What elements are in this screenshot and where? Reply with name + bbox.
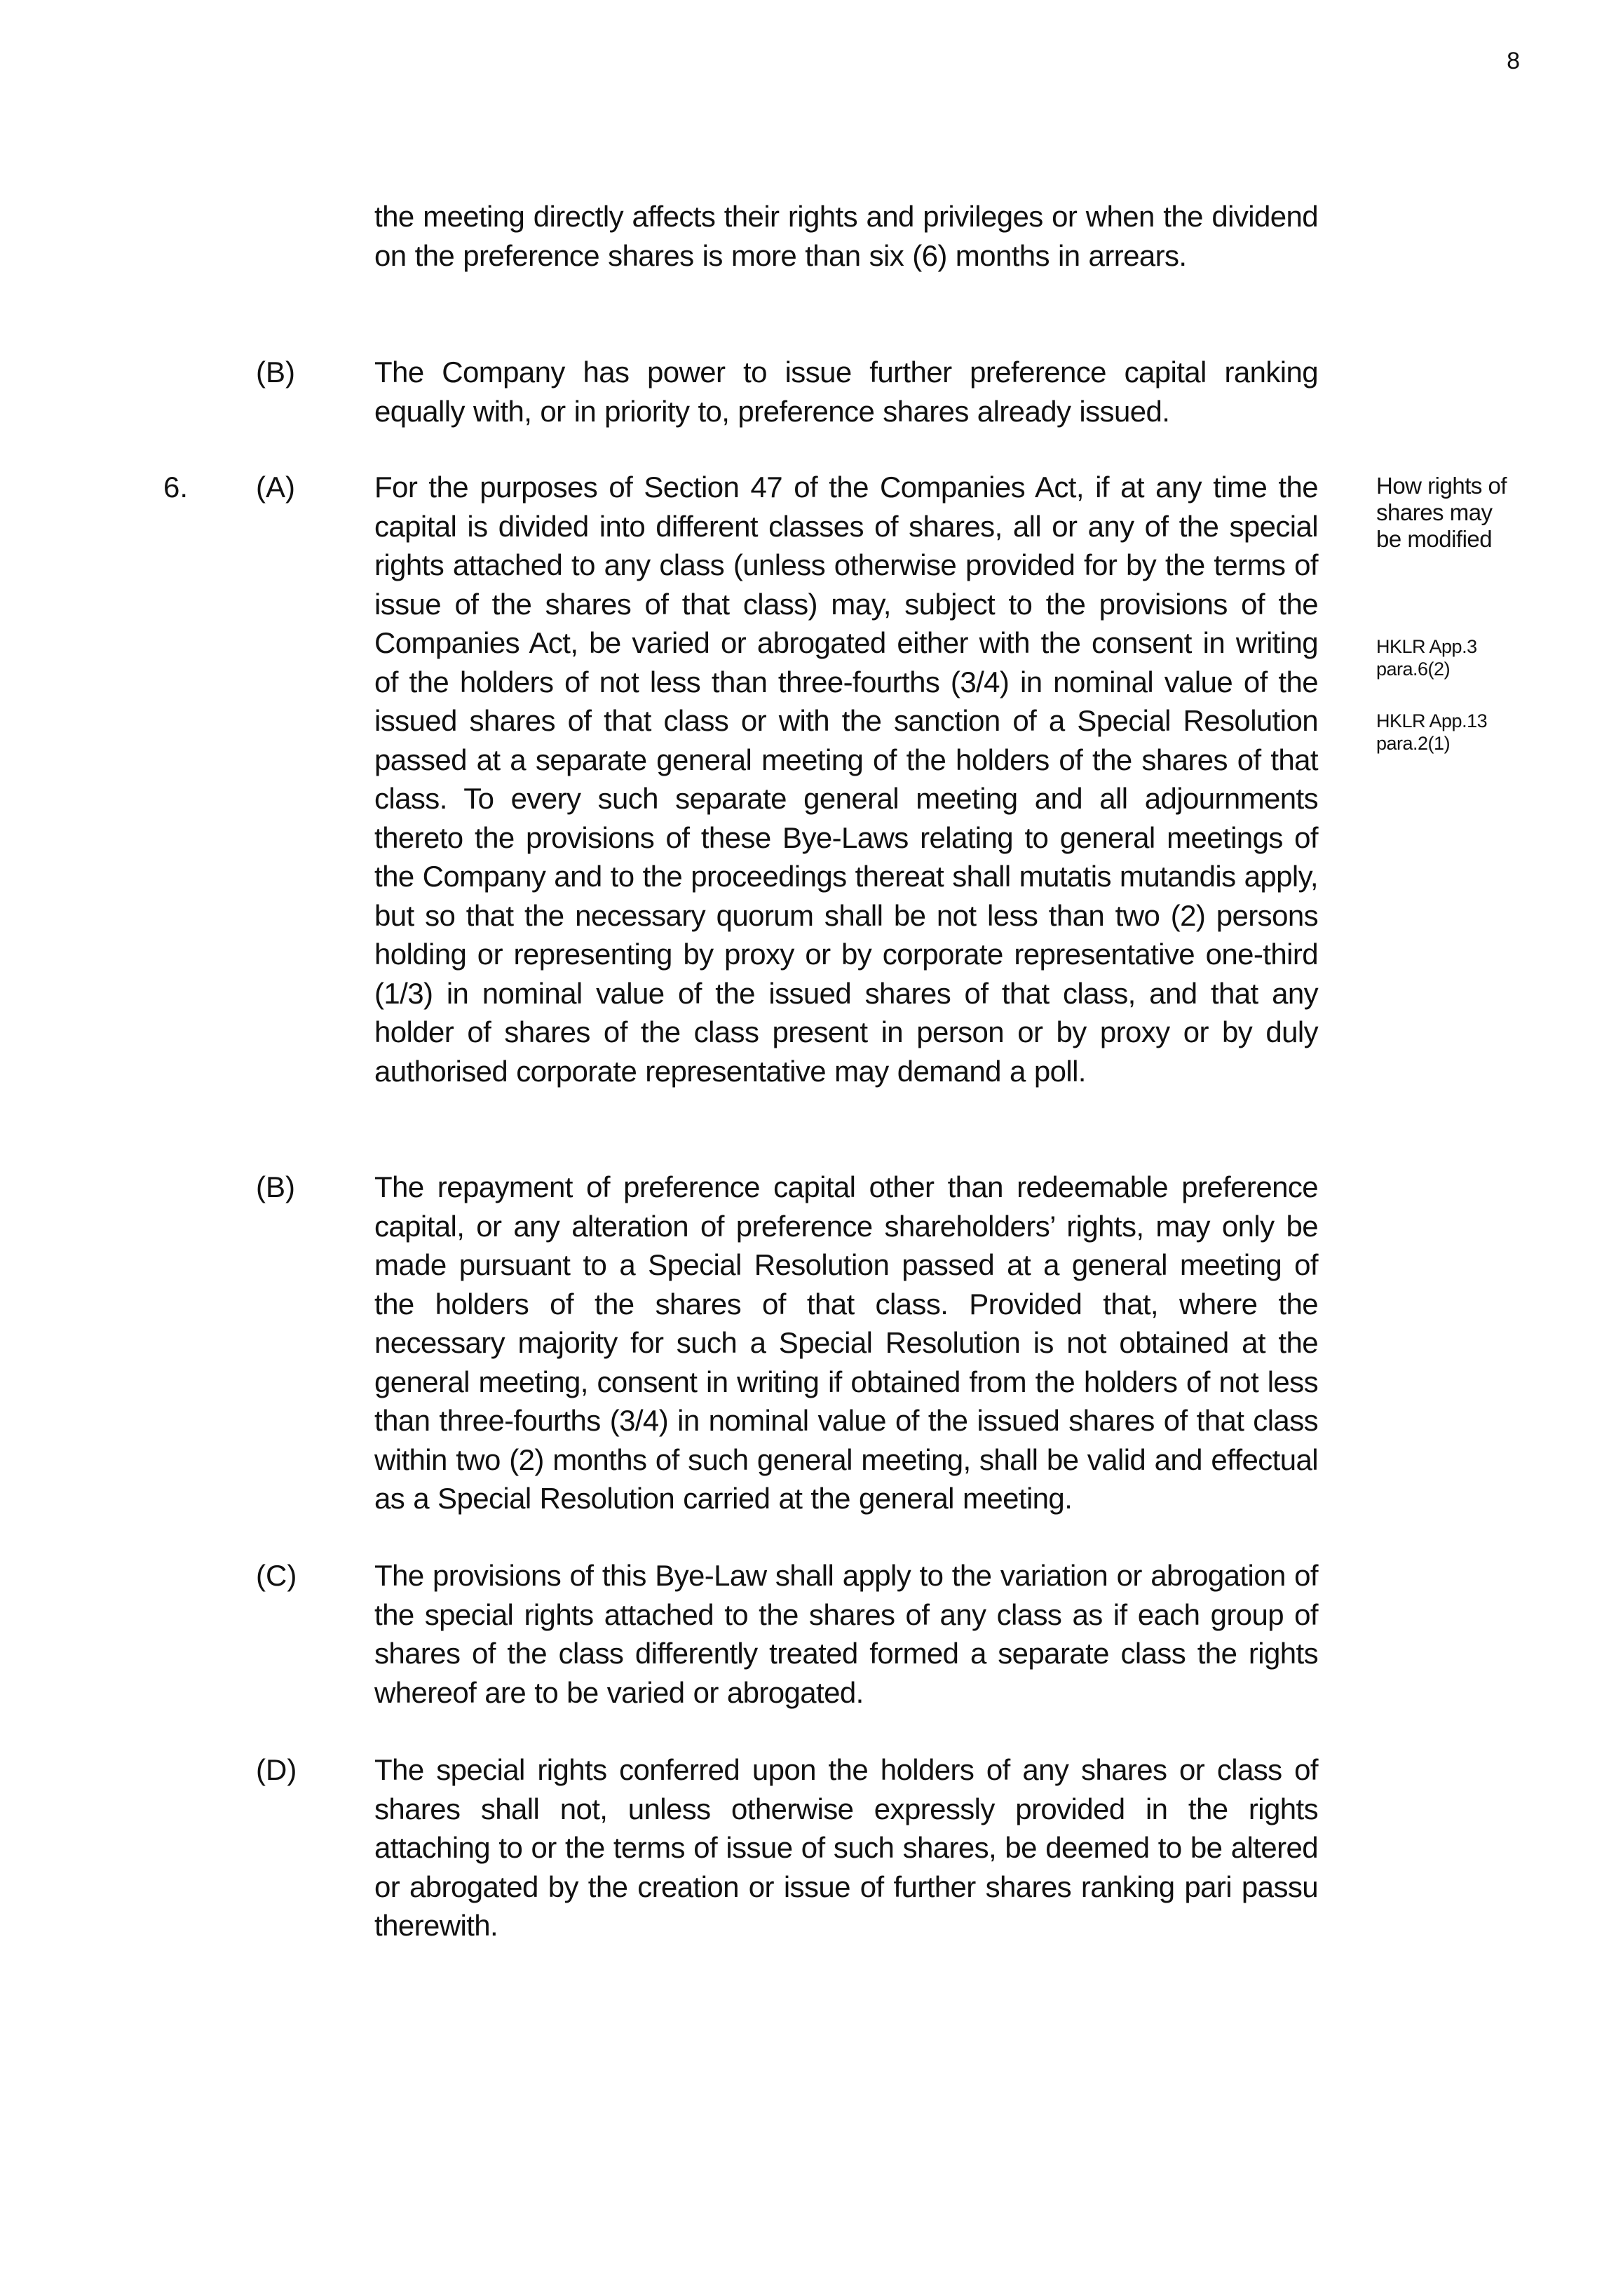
para-6a-text: For the purposes of Section 47 of the Companies Act, if at any time the capital is divided into different classes of shares, all or any of the special rights attached to any class (unless otherwise provided for by the terms of issue of the shares of that class) may, subject to the provisions of the Companies Act, be varied or abrogated either with the consent in writing of the holders of not less than three-fourths (3/4) in nominal value of the issued shares of that class or with the sanction of a Special Resolution passed at a separate general meeting of the holders of the shares of that class. To every such separate general meeting and all adjournments thereto the provisions of these Bye-Laws relating to general meetings of the Company and to the proceedings thereat shall mutatis mutandis apply, but so that the necessary quorum shall be not less than two (2) persons holding or representing by proxy or by corporate representative one-third (1/3) in nominal value of the issued shares of that class, and that any holder of shares of the class present in person or by proxy or by duly authorised corporate representative may demand a poll. [374, 471, 1318, 1088]
para-5b-text: The Company has power to issue further preference capital ranking equally with, or in priority to, preference shares already issued. [374, 356, 1318, 428]
para-6-number: 6. [163, 471, 189, 504]
para-6d-text: The special rights conferred upon the holders of any shares or class of shares shall not, unless otherwise expressly provided in the rights attaching to or the terms of issue of such shares, be deemed to be altered or abrogated by the creation or issue of further shares ranking pari passu therewith. [374, 1753, 1318, 1942]
margin-note-heading: How rights of shares may be modified [1376, 473, 1507, 552]
margin-note-ref-app13: HKLR App.13 para.2(1) [1376, 710, 1488, 754]
para-6d-letter: (D) [256, 1753, 297, 1786]
continuation-paragraph: the meeting directly affects their rights and privileges or when the dividend on the preference shares is more than six (6) months in arrears. [374, 200, 1318, 272]
para-6a-letter: (A) [256, 471, 295, 504]
para-6c-letter: (C) [256, 1559, 297, 1592]
para-6b-text: The repayment of preference capital other than redeemable preference capital, or any alteration of preference shareholders’ rights, may only be made pursuant to a Special Resolution passed at a general meeting of the holders of the shares of that class. Provided that, where the necessary majority for such a Special Resolution is not obtained at the general meeting, consent in writing if obtained from the holders of not less than three-fourths (3/4) in nominal value of the issued shares of that class within two (2) months of such general meeting, shall be valid and effectual as a Special Resolution carried at the general meeting. [374, 1170, 1318, 1515]
para-6c-text: The provisions of this Bye-Law shall apply to the variation or abrogation of the special rights attached to the shares of any class as if each group of shares of the class differently treated formed a separate class the rights whereof are to be varied or abrogated. [374, 1559, 1318, 1709]
para-5b-letter: (B) [256, 356, 295, 389]
page-number: 8 [1507, 48, 1520, 74]
margin-note-ref-app3: HKLR App.3 para.6(2) [1376, 636, 1477, 680]
para-6b-letter: (B) [256, 1170, 295, 1203]
